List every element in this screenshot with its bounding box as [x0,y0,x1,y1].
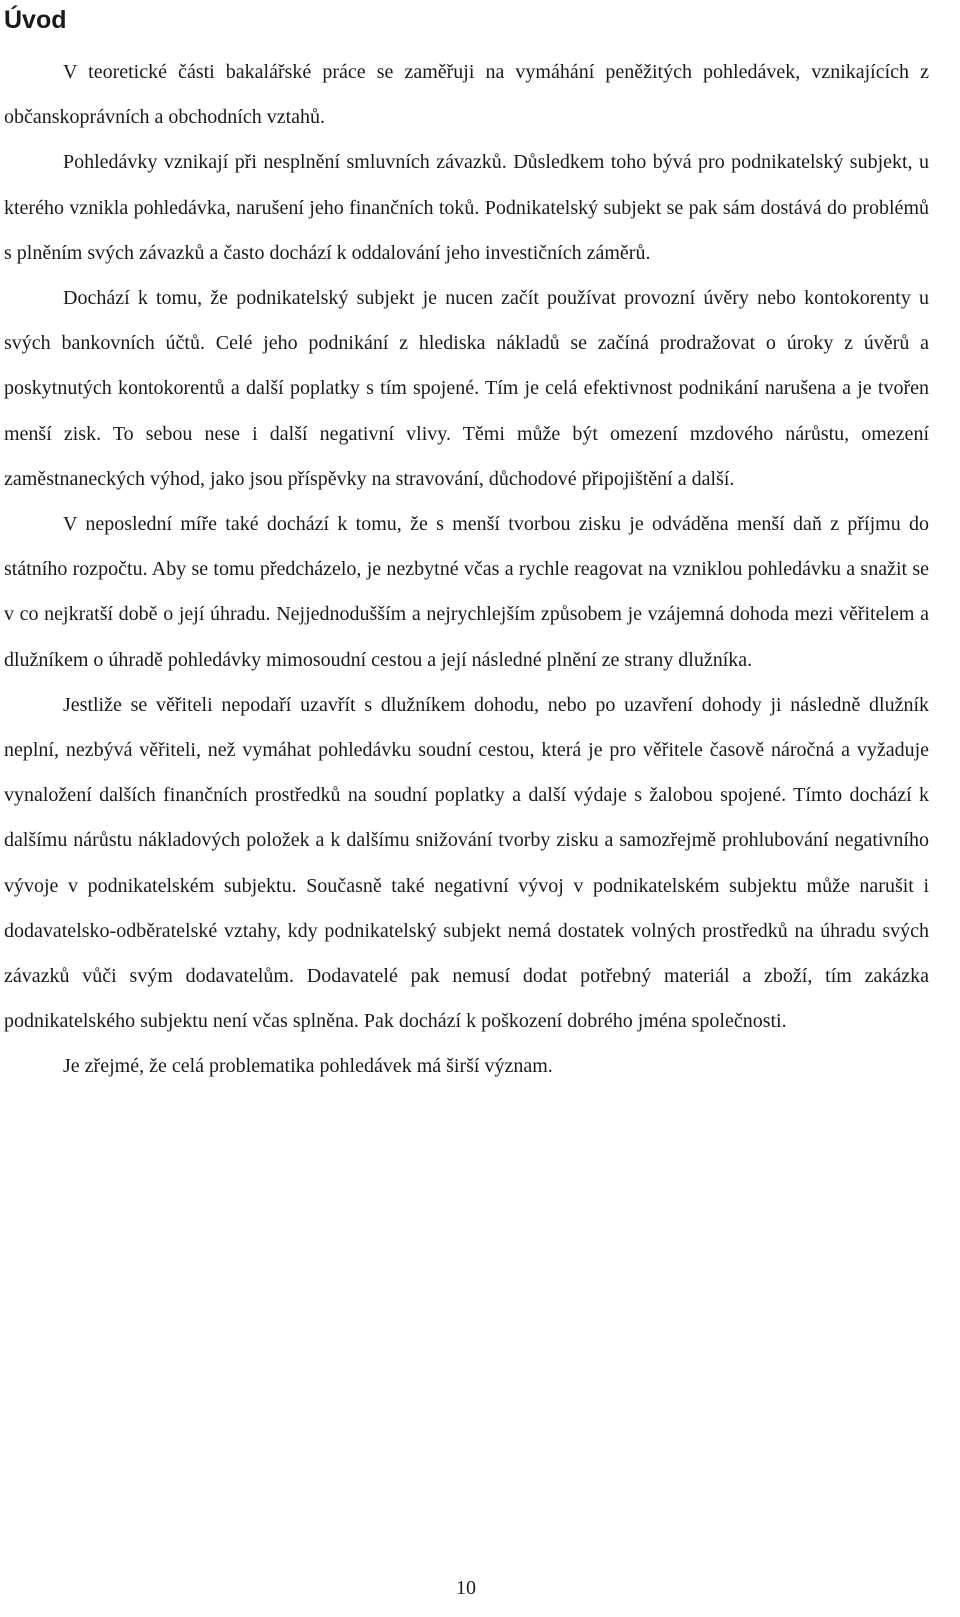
paragraph-2: Pohledávky vznikají při nesplnění smluvních závazků. Důsledkem toho bývá pro podnikatelský subjekt, u kterého vznikla pohledávka, narušení jeho finančních toků. Podnikatelský subjekt se pak sám dostává do problémů s plněním svých závazků a často dochází k oddalování jeho investičních záměrů. [4,151,929,264]
paragraph-1: V teoretické části bakalářské práce se zaměřuji na vymáhání peněžitých pohledávek, vznikajících z občanskoprávních a obchodních vztahů. [4,61,929,129]
paragraph-6: Je zřejmé, že celá problematika pohledávek má širší význam. [63,1055,553,1078]
paragraph-5: Jestliže se věřiteli nepodaří uzavřít s dlužníkem dohodu, nebo po uzavření dohody ji následně dlužník neplní, nezbývá věřiteli, než vymáhat pohledávku soudní cestou, která je pro věřitele časově náročná a vyžaduje vynaložení dalších finančních prostředků na soudní poplatky a další výdaje s žalobou spojené. Tímto dochází k dalšímu nárůstu nákladových položek a k dalšímu snižování tvorby zisku a samozřejmě prohlubování negativního vývoje v podnikatelském subjektu. Současně také negativní vývoj v podnikatelském subjektu může narušit i dodavatelsko-odběratelské vztahy, kdy podnikatelský subjekt nemá dostatek volných prostředků na úhradu svých závazků vůči svým dodavatelům. Dodavatelé pak nemusí dodat potřebný materiál a zboží, tím zakázka podnikatelského subjektu není včas splněna. Pak dochází k poškození dobrého jména společnosti. [4,693,929,1033]
paragraph-3: Dochází k tomu, že podnikatelský subjekt je nucen začít používat provozní úvěry nebo kontokorenty u svých bankovních účtů. Celé jeho podnikání z hlediska nákladů se začíná prodražovat o úroky z úvěrů a poskytnutých kontokorentů a další poplatky s tím spojené. Tím je celá efektivnost podnikání narušena a je tvořen menší zisk. To sebou nese i další negativní vlivy. Těmi může být omezení mzdového nárůstu, omezení zaměstnaneckých výhod, jako jsou příspěvky na stravování, důchodové připojištění a další. [4,287,929,490]
body-text [4,50,929,1090]
page-number: 10 [456,1577,476,1599]
paragraph-4: V neposlední míře také dochází k tomu, že s menší tvorbou zisku je odváděna menší daň z příjmu do státního rozpočtu. Aby se tomu předcházelo, je nezbytné včas a rychle reagovat na vzniklou pohledávku a snažit se v co nejkratší době o její úhradu. Nejjednodušším a nejrychlejším způsobem je vzájemná dohoda mezi věřitelem a dlužníkem o úhradě pohledávky mimosoudní cestou a její následné plnění ze strany dlužníka. [4,513,929,671]
section-heading: Úvod [4,6,67,34]
